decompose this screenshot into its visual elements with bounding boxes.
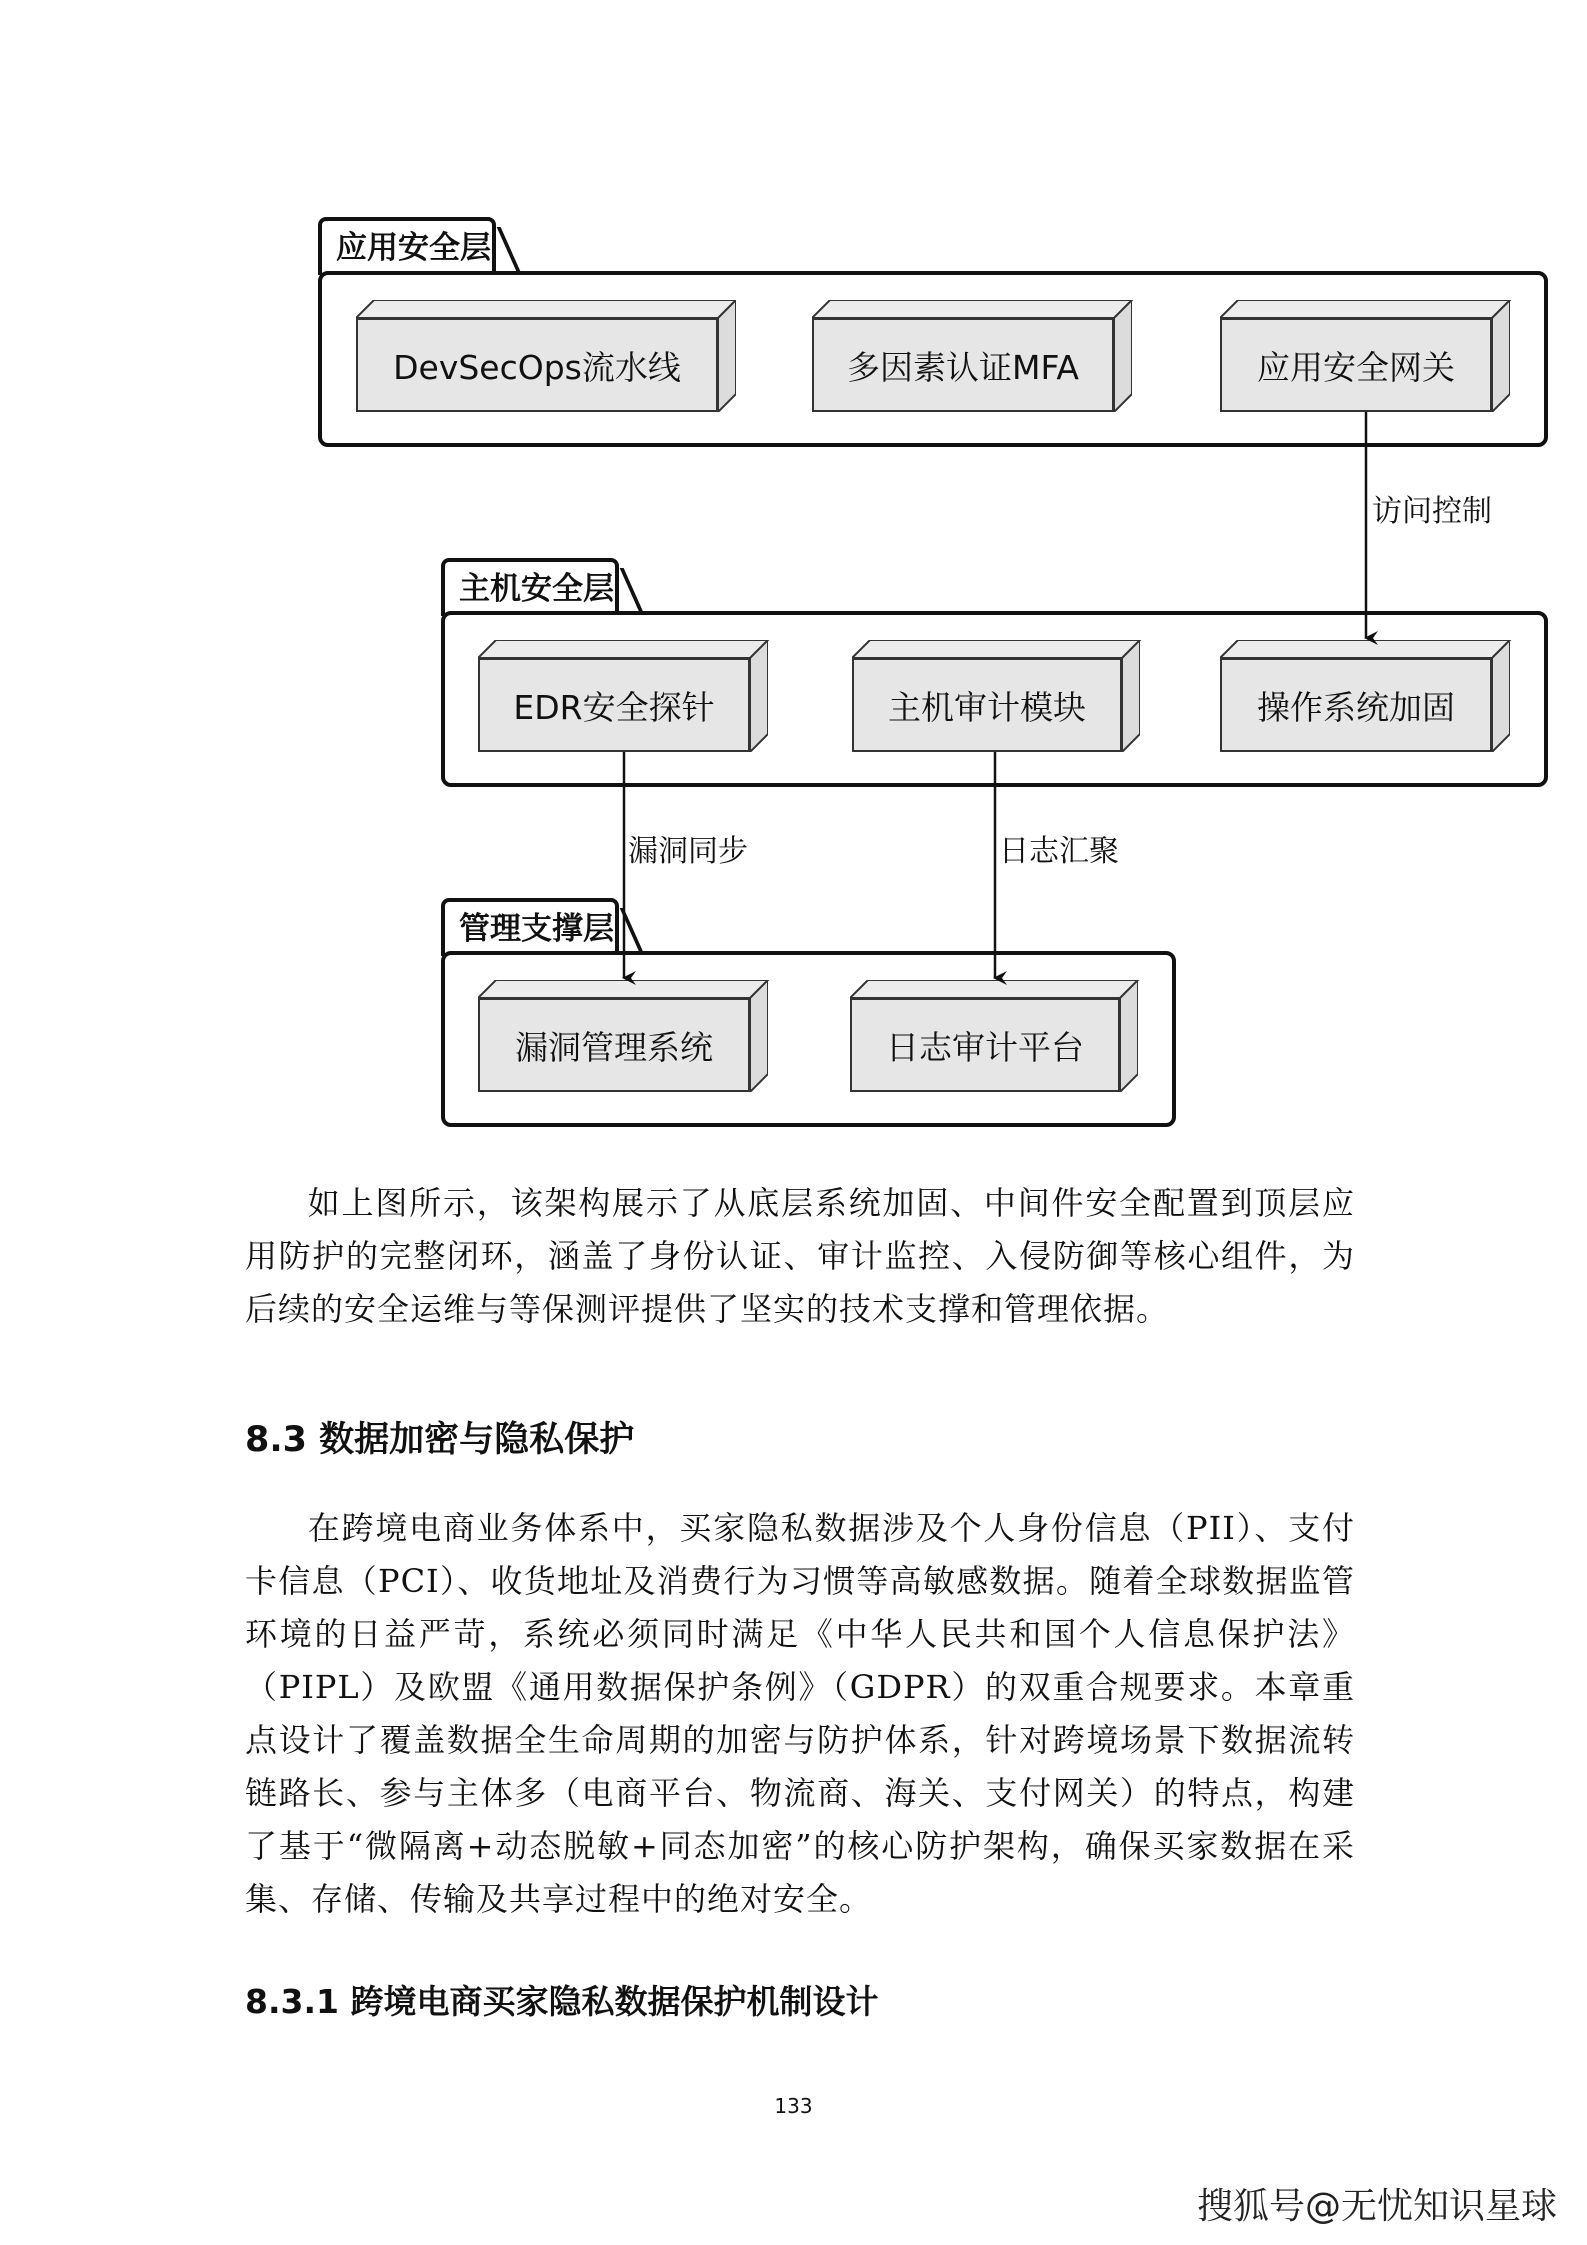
paragraph-diagram-summary: [245, 1177, 1355, 1336]
edge-label-access-control: 访问控制: [1372, 494, 1492, 529]
node-label: DevSecOps流水线: [356, 318, 718, 412]
node-label: 多因素认证MFA: [812, 318, 1114, 412]
paragraph-data-protection: [245, 1502, 1355, 1926]
node-label: 日志审计平台: [850, 998, 1120, 1092]
page-number: 133: [774, 2094, 813, 2118]
layer-title-text: 管理支撑层: [459, 911, 614, 947]
node-label: 应用安全网关: [1220, 318, 1492, 412]
edge-label-log-aggregation: 日志汇聚: [999, 834, 1119, 869]
source-tag: 搜狐号@无忧知识星球: [1196, 2186, 1557, 2227]
edge-label-vuln-sync: 漏洞同步: [628, 834, 748, 869]
node-label: 漏洞管理系统: [478, 998, 750, 1092]
node-label: EDR安全探针: [478, 658, 750, 752]
node-label: 主机审计模块: [852, 658, 1122, 752]
layer-title-text: 主机安全层: [459, 571, 614, 607]
section-heading: 8.3 数据加密与隐私保护: [245, 1420, 635, 1460]
subsection-heading: 8.3.1 跨境电商买家隐私数据保护机制设计: [245, 1982, 879, 2021]
paragraph-text: 在跨境电商业务体系中，买家隐私数据涉及个人身份信息（PII）、支付卡信息（PCI）、收货地址及消费行为习惯等高敏感数据。随着全球数据监管环境的日益严苛，系统必须同时满足《中华人民共和国个人信息保护法》（PIPL）及欧盟《通用数据保护条例》（GDPR）的双重合规要求。本章重点设计了覆盖数据全生命周期的加密与防护体系，针对跨境场景下数据流转链路长、参与主体多（电商平台、物流商、海关、支付网关）的特点，构建了基于“微隔离+动态脱敏+同态加密”的核心防护架构，确保买家数据在采集、存储、传输及共享过程中的绝对安全。: [245, 1509, 1355, 1918]
paragraph-text: 如上图所示，该架构展示了从底层系统加固、中间件安全配置到顶层应用防护的完整闭环，涵盖了身份认证、审计监控、入侵防御等核心组件，为后续的安全运维与等保测评提供了坚实的技术支撑和管理依据。: [245, 1184, 1355, 1328]
layer-title-text: 应用安全层: [336, 230, 491, 266]
node-label: 操作系统加固: [1220, 658, 1492, 752]
